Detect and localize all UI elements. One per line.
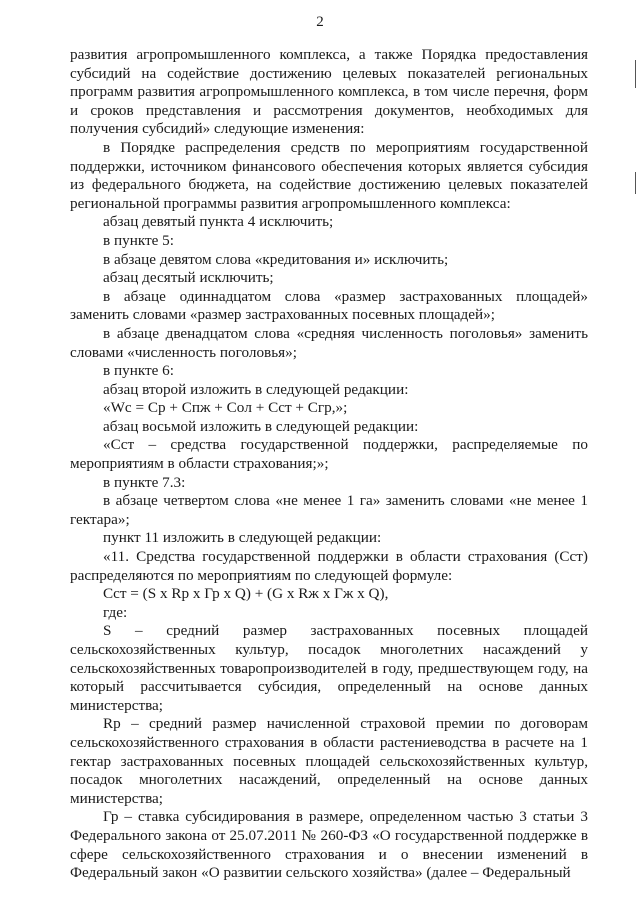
paragraph-item5-abz10: абзац десятый исключить; [103,269,274,287]
paragraph-cst-definition: «Cст – средства государственной поддержки, распределяемые по мероприятиям в области страхования;»; [70,436,588,473]
paragraph-s-definition: S – средний размер застрахованных посевных площадей сельскохозяйственных культур, посадок многолетних насаждений у сельскохозяйственных товаропроизводителей в году, предшествующем году, на который рассчитывается субсидия, определенный на основе данных министерства; [70,622,588,714]
paragraph-item6-heading: в пункте 6: [103,362,174,380]
paragraph-item4: абзац девятый пункта 4 исключить; [103,213,334,231]
paragraph-item73-heading: в пункте 7.3: [103,473,186,491]
page-number: 2 [316,14,324,30]
formula-cst: Cст = (S x Rp x Гр x Q) + (G x Rж x Гж x Q), [103,585,389,603]
document-body [70,46,588,883]
paragraph-gr-definition: Гр – ставка субсидирования в размере, определенном частью 3 статьи 3 Федерального закона от 25.07.2011 № 260-ФЗ «О государственной поддержке в сфере сельскохозяйственного страхования и о внесении изменений в Федеральный закон «О развитии сельского хозяйства» (далее – Федеральный [70,808,588,882]
paragraph-item6-abz8: абзац восьмой изложить в следующей редакции: [103,417,419,435]
paragraph-item6-abz2: абзац второй изложить в следующей редакции: [103,380,409,398]
formula-wc: «Wc = Cp + Cпж + Coл + Cст + Cгр,»; [103,399,348,417]
paragraph-rp-definition: Rp – средний размер начисленной страховой премии по договорам сельскохозяйственного страхования в области растениеводства в расчете на 1 гектар застрахованных посевных площадей сельскохозяйственных культур, посадок многолетних насаждений, определенный на основе данных министерства; [70,715,588,807]
paragraph-item5-abz12: в абзаце двенадцатом слова «средняя численность поголовья» заменить словами «численность поголовья»; [70,324,588,361]
paragraph-item5-heading: в пункте 5: [103,231,174,249]
paragraph-distribution-order: в Порядке распределения средств по мероприятиям государственной поддержки, источником финансового обеспечения которых является субсидия из федерального бюджета, на содействие достижению целевых показателей региональной программы развития агропромышленного комплекса: [70,138,588,212]
paragraph-item5-abz11: в абзаце одиннадцатом слова «размер застрахованных площадей» заменить словами «размер застрахованных посевных площадей»; [70,287,588,324]
paragraph-item11-text: «11. Средства государственной поддержки в области страхования (Cст) распределяются по мероприятиям по следующей формуле: [70,548,588,584]
scan-edge-mark [635,60,636,88]
paragraph-intro-continuation: развития агропромышленного комплекса, а также Порядка предоставления субсидий на содействие достижению целевых показателей региональных программ развития агропромышленного комплекса, в том числе перечня, форм и сроков представления и рассмотрения документов, необходимых для получения субсидий» следующие изменения: [70,46,588,138]
paragraph-item5-abz9: в абзаце девятом слова «кредитования и» исключить; [103,250,449,268]
paragraph-item73-abz4: в абзаце четвертом слова «не менее 1 га» заменить словами «не менее 1 гектара»; [70,492,588,528]
paragraph-where: где: [103,603,128,621]
paragraph-item11-heading: пункт 11 изложить в следующей редакции: [103,529,382,547]
scan-edge-mark [635,172,636,194]
